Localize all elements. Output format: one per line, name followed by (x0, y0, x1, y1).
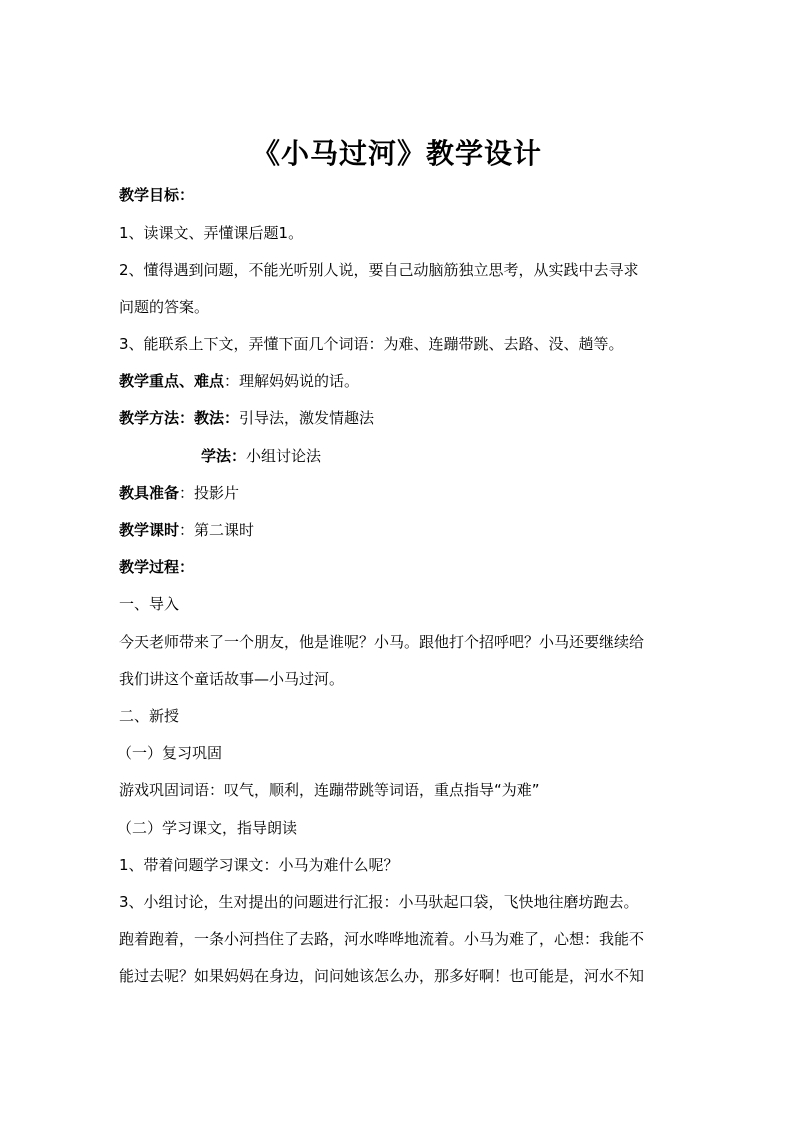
subsection-1-paragraph: 游戏巩固词语：叹气，顺利，连蹦带跳等词语，重点指导“为难” (119, 781, 540, 799)
section-2-title: 二、新授 (119, 707, 180, 725)
period-line (119, 519, 684, 541)
materials-text: 投影片 (194, 484, 240, 502)
period-label: 教学课时 (119, 521, 180, 539)
subsection-2-title: （二）学习课文，指导朗读 (117, 819, 298, 837)
document-title: 《小马过河》教学设计 (251, 137, 542, 170)
period-colon: ： (179, 521, 195, 539)
section-1-paragraph-line-1: 今天老师带来了一个朋友，他是谁呢？小马。跟他打个招呼吧？小马还要继续给 (119, 633, 645, 651)
learn-method-text: 小组讨论法 (246, 447, 322, 465)
goal-item-1: 1、读课文、弄懂课后题1。 (119, 224, 304, 242)
section-1-title: 一、导入 (119, 595, 180, 613)
key-points-line (119, 370, 684, 392)
subsection-2-item-1: 1、带着问题学习课文：小马为难什么呢？ (119, 856, 399, 874)
subsection-2-item-3-line-1: 3、小组讨论，生对提出的问题进行汇报：小马驮起口袋，飞快地往磨坊跑去。 (119, 893, 639, 911)
learn-method-label: 学法： (201, 447, 247, 465)
subsection-1-title: （一）复习巩固 (117, 744, 223, 762)
subsection-2-item-3-line-2: 跑着跑着，一条小河挡住了去路，河水哗哗地流着。小马为难了，心想：我能不 (119, 930, 645, 948)
methods-line (119, 407, 684, 429)
goal-item-3: 3、能联系上下文，弄懂下面几个词语：为难、连蹦带跳、去路、没、趟等。 (119, 335, 624, 353)
goal-item-2-line-1: 2、懂得遇到问题，不能光听别人说，要自己动脑筋独立思考，从实践中去寻求 (119, 261, 639, 279)
key-points-colon: ： (224, 372, 240, 390)
period-text: 第二课时 (194, 521, 255, 539)
key-points-text: 理解妈妈说的话。 (239, 372, 360, 390)
goal-item-2-line-2: 问题的答案。 (119, 298, 210, 316)
materials-label: 教具准备 (119, 484, 180, 502)
subsection-2-item-3-line-3: 能过去呢？如果妈妈在身边，问问她该怎么办，那多好啊！也可能是，河水不知 (119, 967, 645, 985)
key-points-label: 教学重点、难点 (119, 372, 225, 390)
learn-method-line (201, 445, 766, 467)
teach-method-text: 引导法，激发情趣法 (239, 409, 375, 427)
materials-colon: ： (179, 484, 195, 502)
section-1-paragraph-line-2: 我们讲这个童话故事—小马过河。 (119, 670, 345, 688)
goals-heading: 教学目标： (119, 186, 195, 204)
teach-method-label: 教法： (194, 409, 240, 427)
process-heading: 教学过程： (119, 558, 195, 576)
methods-label: 教学方法： (119, 409, 195, 427)
materials-line (119, 482, 684, 504)
